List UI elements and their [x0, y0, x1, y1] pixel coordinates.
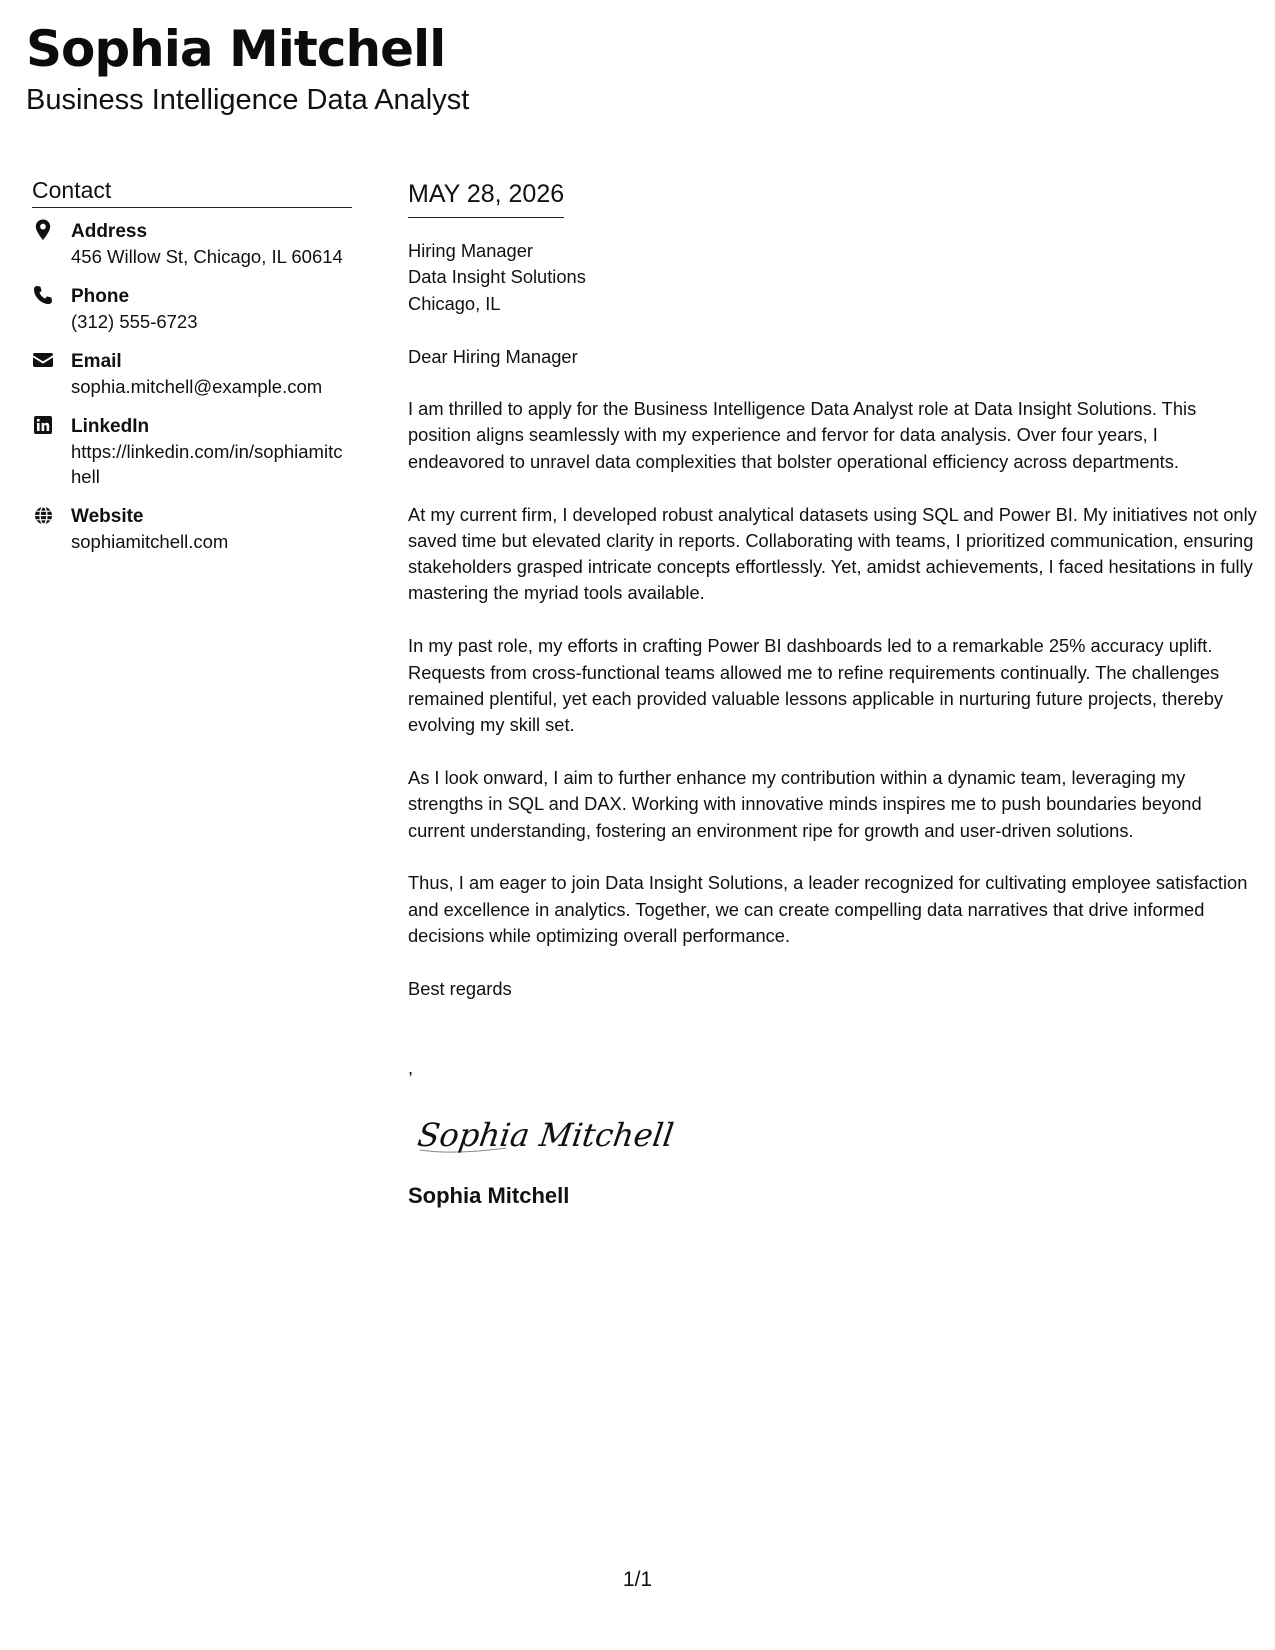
contact-item-phone [32, 284, 352, 334]
contact-item-address [32, 219, 352, 269]
phone-label: Phone [71, 286, 130, 307]
salutation: Dear Hiring Manager [408, 345, 578, 367]
linkedin-value: https://linkedin.com/in/sophiamitchell [71, 441, 343, 487]
closing-comma: , [408, 1057, 414, 1079]
website-label: Website [71, 506, 144, 527]
job-title: Business Intelligence Data Analyst [26, 84, 470, 116]
recipient-line: Data Insight Solutions [408, 266, 586, 288]
letter-paragraph: As I look onward, I aim to further enhance my contribution within a dynamic team, leveraging my strengths in SQL and DAX. Working with innovative minds inspires me to push boundaries beyond current understanding, fostering an environment ripe for growth and user-driven solutions. [408, 766, 1202, 841]
letter-paragraph: I am thrilled to apply for the Business Intelligence Data Analyst role at Data Insight Solutions. This position aligns seamlessly with my experience and fervor for data analysis. Over four years, I endeavored to unravel data complexities that bolster operational efficiency across departments. [408, 398, 1197, 472]
letter-date: MAY 28, 2026 [408, 177, 564, 218]
letter-body [408, 177, 1258, 1210]
phone-value: (312) 555-6723 [71, 311, 198, 332]
website-value: sophiamitchell.com [71, 531, 229, 552]
recipient-block [408, 238, 1258, 317]
linkedin-icon [32, 414, 54, 436]
contact-item-email [32, 349, 352, 399]
svg-text:Sophia Mitchell: Sophia Mitchell [416, 1116, 676, 1155]
envelope-icon [32, 349, 54, 371]
signer-name: Sophia Mitchell [408, 1183, 570, 1209]
letter-paragraph: Thus, I am eager to join Data Insight Solutions, a leader recognized for cultivating employee satisfaction and excellence in analytics. Together, we can create compelling data narratives that drive informed decisions while optimizing overall performance. [408, 872, 1248, 946]
globe-icon [32, 504, 54, 526]
letter-paragraph: At my current firm, I developed robust analytical datasets using SQL and Power BI. My initiatives not only saved time but elevated clarity in reports. Collaborating with teams, I prioritized communication, ensuring stakeholders grasped intricate concepts effortlessly. Yet, amidst achievements, I faced hesitations in fully mastering the myriad tools available. [408, 503, 1257, 604]
phone-icon [32, 284, 54, 306]
page-number: 1/1 [622, 1568, 653, 1591]
recipient-line: Chicago, IL [408, 292, 501, 314]
contact-heading: Contact [32, 175, 352, 208]
linkedin-label: LinkedIn [71, 416, 150, 437]
recipient-line: Hiring Manager [408, 240, 533, 261]
candidate-name: Sophia Mitchell [26, 20, 446, 78]
contact-item-linkedin [32, 414, 352, 489]
handwritten-signature [416, 1106, 676, 1164]
address-label: Address [71, 221, 148, 242]
closing: Best regards [408, 977, 512, 999]
email-label: Email [71, 351, 122, 372]
contact-sidebar [32, 175, 352, 569]
letter-paragraph: In my past role, my efforts in crafting Power BI dashboards led to a remarkable 25% accuracy uplift. Requests from cross-functional teams allowed me to refine requirements continually. The challenges remained plentiful, yet each provided valuable lessons applicable in nurturing future projects, thereby evolving my skill set. [408, 635, 1224, 736]
address-value: 456 Willow St, Chicago, IL 60614 [71, 246, 343, 267]
map-pin-icon [32, 219, 54, 241]
email-value: sophia.mitchell@example.com [71, 376, 323, 397]
contact-item-website [32, 504, 352, 554]
